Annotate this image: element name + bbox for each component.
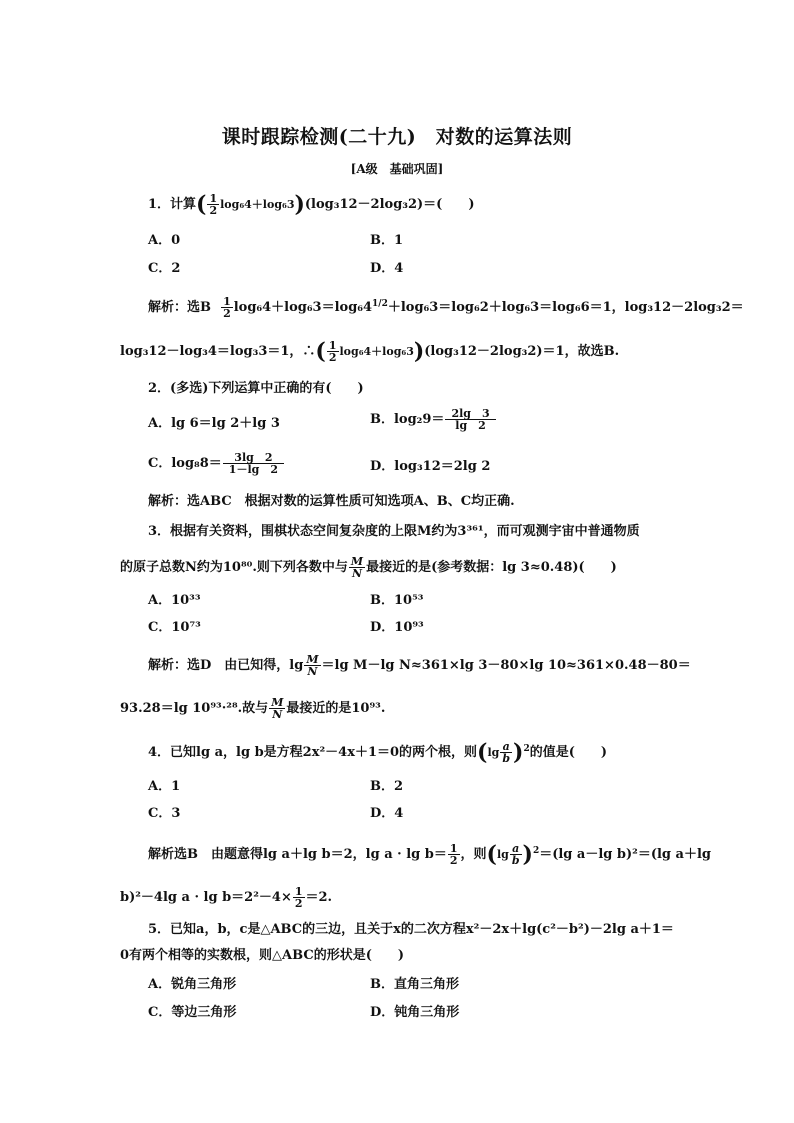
q2-stem: 2．(多选)下列运算中正确的有( ) (148, 381, 364, 396)
q1-option-a: A．0 (148, 233, 181, 248)
q5-option-c: C．等边三角形 (148, 1005, 237, 1020)
section-level: [A级 基础巩固] (350, 162, 444, 176)
q5-stem-line1: 5．已知a，b，c是△ABC的三边，且关于x的二次方程x²－2x＋lg(c²－b²)－2lg a＋1＝ (148, 922, 674, 937)
page-title: 课时跟踪检测(二十九) 对数的运算法则 (221, 126, 573, 148)
q3-option-c: C．10⁷³ (148, 620, 201, 635)
q3-option-b: B．10⁵³ (370, 593, 424, 608)
q5-option-a: A．锐角三角形 (148, 977, 237, 992)
q4-stem: 4．已知lg a，lg b是方程2x²－4x＋1＝0的两个根，则(lg $\frac{a}{b}$ )$^2$的值是( ) (148, 739, 608, 766)
q4-option-d: D．4 (370, 806, 404, 821)
q1-stem: 1．计算( $\frac{1}{2}$ log₆4＋log₆3)(log₃12－2log₃2)＝( ) (148, 191, 475, 218)
q2-option-a: A．lg 6＝lg 2＋lg 3 (148, 416, 280, 431)
q3-stem-line1: 3．根据有关资料，围棋状态空间复杂度的上限M约为3³⁶¹，而可观测宇宙中普通物质 (148, 524, 640, 539)
q4-option-b: B．2 (370, 779, 404, 794)
q1-option-b: B．1 (370, 233, 404, 248)
q1-solution-line1: 解析：选B $\frac{1}{2}$ $\log_64+\log_63=\log_64^{1/2}+\log_63=\log_62+\log_63=\log_66=1$，log₃12－2log₃2＝ (148, 295, 744, 320)
q5-option-d: D．钝角三角形 (370, 1005, 460, 1020)
q5-option-b: B．直角三角形 (370, 977, 459, 992)
q4-option-a: A．1 (148, 779, 181, 794)
q5-stem-line2: 0有两个相等的实数根，则△ABC的形状是( ) (120, 948, 405, 963)
q3-option-d: D．10⁹³ (370, 620, 424, 635)
q4-option-c: C．3 (148, 806, 181, 821)
q2-option-b: B．log₂9＝ $\frac{2\lg 3}{\lg 2}$ (370, 408, 497, 431)
q3-solution-line1: 解析：选D 由已知得，lg $\frac{M}{N}$ ＝lg M－lg N≈361×lg 3－80×lg 10≈361×0.48－80＝ (148, 653, 691, 678)
q3-option-a: A．10³³ (148, 593, 201, 608)
q2-option-d: D．log₃12＝2lg 2 (370, 459, 491, 474)
q1-option-d: D．4 (370, 261, 404, 276)
q2-option-c: C．log₈8＝ $\frac{3\lg 2}{1-\lg 2}$ (148, 452, 285, 475)
q4-solution-line2: b)²－4lg a · lg b＝2²－4× $\frac{1}{2}$ ＝2. (120, 885, 333, 910)
q4-solution-line1: 解析选B 由题意得lg a＋lg b＝2，lg a · lg b＝ $\frac{1}{2}$ ，则(lg $\frac{a}{b}$ )$^2$＝(lg a－lg b)²＝(lg a＋lg (148, 841, 711, 868)
q2-solution: 解析：选ABC 根据对数的运算性质可知选项A、B、C均正确. (148, 494, 515, 509)
q1-option-c: C．2 (148, 261, 181, 276)
q1-solution-line2: log₃12－log₃4＝log₃3＝1，∴( $\frac{1}{2}$ log₆4＋log₆3)(log₃12－2log₃2)＝1，故选B. (120, 338, 620, 365)
q3-solution-line2: 93.28＝lg 10⁹³·²⁸.故与 $\frac{M}{N}$ 最接近的是10⁹³. (120, 696, 386, 721)
q3-stem-line2: 的原子总数N约为10⁸⁰.则下列各数中与 $\frac{M}{N}$ 最接近的是(参考数据：lg 3≈0.48)( ) (120, 555, 617, 580)
